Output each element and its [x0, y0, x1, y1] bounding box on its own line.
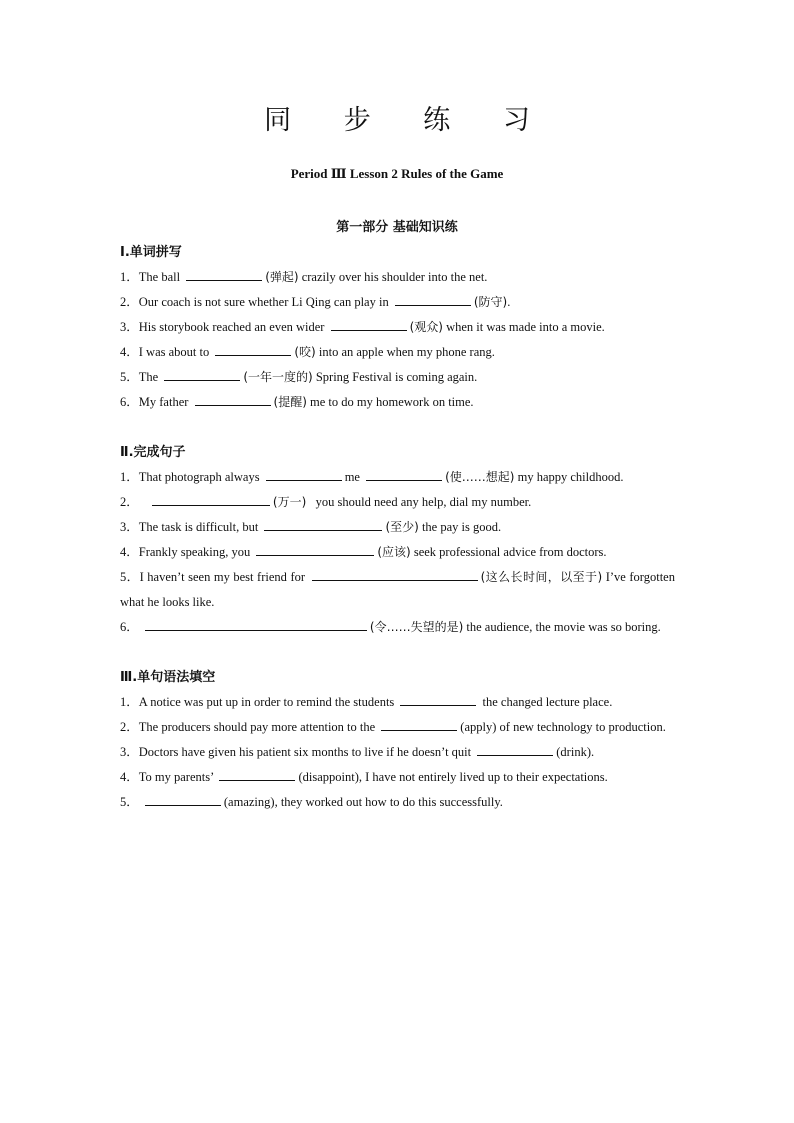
exercise-content [120, 240, 675, 815]
answer-blank[interactable] [195, 393, 271, 406]
part-heading: 第一部分 基础知识练 [336, 220, 458, 235]
s2-question-1: 1．That photograph always me (使……想起) my happy childhood. [120, 470, 624, 484]
s2-question-2: 2． (万一) you should need any help, dial my number. [120, 495, 532, 509]
page-title: 同 步 练 习 [264, 105, 552, 136]
s2-question-3: 3．The task is difficult, but (至少) the pay is good. [120, 520, 502, 534]
answer-blank[interactable] [145, 793, 221, 806]
answer-blank[interactable] [477, 743, 553, 756]
answer-blank[interactable] [215, 343, 291, 356]
answer-blank[interactable] [186, 268, 262, 281]
answer-blank[interactable] [312, 568, 478, 581]
s2-question-5: 5．I haven’t seen my best friend for (这么长时间，以至于) I’ve forgotten what he looks like. [120, 570, 675, 609]
s1-question-3: 3．His storybook reached an even wider (观众) when it was made into a movie. [120, 320, 605, 334]
s3-question-5: 5． (amazing), they worked out how to do this successfully. [120, 795, 503, 809]
s1-question-4: 4．I was about to (咬) into an apple when my phone rang. [120, 345, 495, 359]
answer-blank[interactable] [366, 468, 442, 481]
section-2-heading: Ⅱ.完成句子 [120, 445, 186, 460]
s1-question-1: 1．The ball (弹起) crazily over his shoulder into the net. [120, 270, 488, 284]
s1-question-2: 2．Our coach is not sure whether Li Qing can play in (防守). [120, 295, 511, 309]
section-3-heading: Ⅲ.单句语法填空 [120, 670, 216, 685]
s3-question-4: 4．To my parents’ (disappoint), I have not entirely lived up to their expectations. [120, 770, 608, 784]
answer-blank[interactable] [331, 318, 407, 331]
answer-blank[interactable] [219, 768, 295, 781]
answer-blank[interactable] [145, 618, 367, 631]
answer-blank[interactable] [395, 293, 471, 306]
s2-question-4: 4．Frankly speaking, you (应该) seek professional advice from doctors. [120, 545, 607, 559]
answer-blank[interactable] [256, 543, 374, 556]
s3-question-2: 2．The producers should pay more attention to the (apply) of new technology to production. [120, 720, 666, 734]
section-1-heading: Ⅰ.单词拼写 [120, 245, 182, 260]
s3-question-1: 1．A notice was put up in order to remind the students the changed lecture place. [120, 695, 613, 709]
answer-blank[interactable] [164, 368, 240, 381]
s2-question-6: 6． (令……失望的是) the audience, the movie was so boring. [120, 620, 661, 634]
answer-blank[interactable] [266, 468, 342, 481]
answer-blank[interactable] [152, 493, 270, 506]
lesson-subtitle: Period Ⅲ Lesson 2 Rules of the Game [290, 166, 504, 181]
s1-question-6: 6．My father (提醒) me to do my homework on time. [120, 395, 474, 409]
s1-question-5: 5．The (一年一度的) Spring Festival is coming again. [120, 370, 478, 384]
answer-blank[interactable] [381, 718, 457, 731]
answer-blank[interactable] [264, 518, 382, 531]
answer-blank[interactable] [400, 693, 476, 706]
s3-question-3: 3．Doctors have given his patient six months to live if he doesn’t quit (drink). [120, 745, 595, 759]
